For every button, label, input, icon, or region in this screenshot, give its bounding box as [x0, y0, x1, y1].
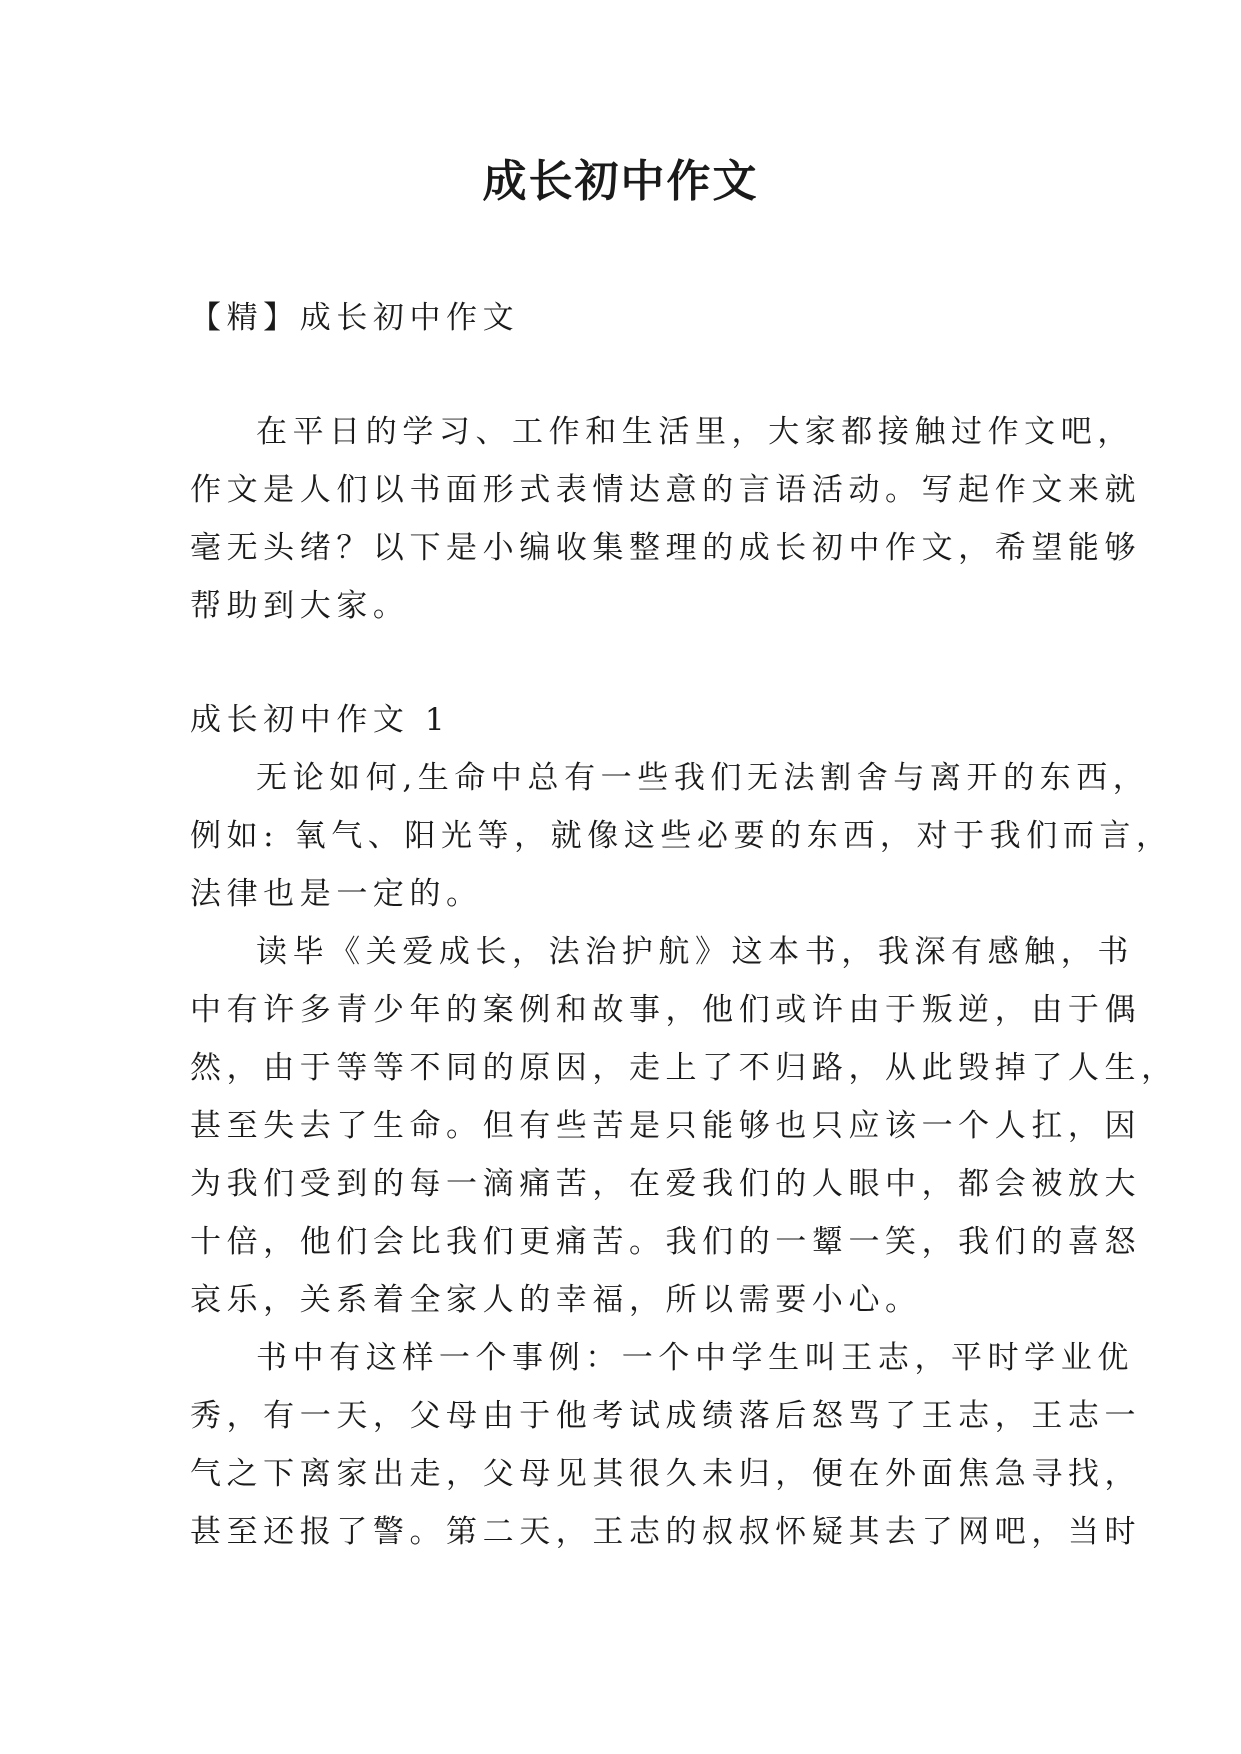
paragraph-line: 然，由于等等不同的原因，走上了不归路，从此毁掉了人生， [190, 1050, 1178, 1086]
paragraph-line: 哀乐，关系着全家人的幸福，所以需要小心。 [190, 1282, 922, 1318]
paragraph-line: 气之下离家出走，父母见其很久未归，便在外面焦急寻找， [190, 1456, 1142, 1492]
intro-line: 毫无头绪？以下是小编收集整理的成长初中作文，希望能够 [190, 530, 1142, 566]
section-heading: 成长初中作文 1 [190, 702, 451, 738]
intro-line: 帮助到大家。 [190, 588, 410, 624]
paragraph-line: 秀，有一天，父母由于他考试成绩落后怒骂了王志，王志一 [190, 1398, 1142, 1434]
document-subtitle: 【精】成长初中作文 [190, 300, 520, 336]
paragraph-line: 书中有这样一个事例：一个中学生叫王志，平时学业优 [256, 1340, 1134, 1376]
paragraph-line: 甚至失去了生命。但有些苦是只能够也只应该一个人扛，因 [190, 1108, 1142, 1144]
paragraph-line: 例如: 氧气、阳光等，就像这些必要的东西，对于我们而言， [190, 818, 1173, 854]
paragraph-line: 甚至还报了警。第二天，王志的叔叔怀疑其去了网吧，当时 [190, 1514, 1142, 1550]
paragraph-line: 中有许多青少年的案例和故事，他们或许由于叛逆，由于偶 [190, 992, 1142, 1028]
intro-line: 在平日的学习、工作和生活里，大家都接触过作文吧， [256, 414, 1134, 450]
document-title: 成长初中作文 [482, 156, 759, 207]
intro-line: 作文是人们以书面形式表情达意的言语活动。写起作文来就 [190, 472, 1142, 508]
paragraph-line: 读毕《关爱成长，法治护航》这本书，我深有感触，书 [256, 934, 1134, 970]
paragraph-line: 法律也是一定的。 [190, 876, 483, 912]
paragraph-line: 十倍，他们会比我们更痛苦。我们的一颦一笑，我们的喜怒 [190, 1224, 1142, 1260]
paragraph-line: 无论如何,生命中总有一些我们无法割舍与离开的东西， [256, 760, 1150, 796]
paragraph-line: 为我们受到的每一滴痛苦，在爱我们的人眼中，都会被放大 [190, 1166, 1142, 1202]
